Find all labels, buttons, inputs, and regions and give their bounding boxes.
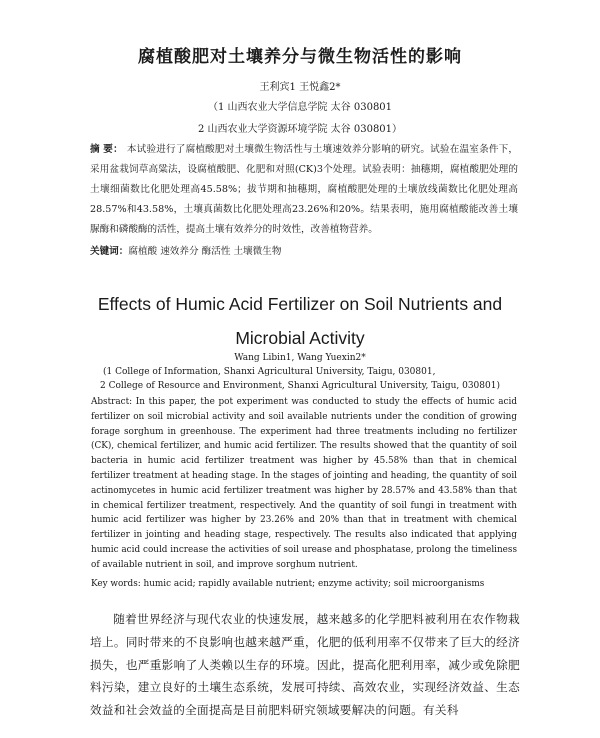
chinese-affiliation-1: （1 山西农业大学信息学院 太谷 030801: [207, 102, 393, 113]
english-affiliation-1: (1 College of Information, Shanxi Agricultural University, Taigu, 030801,: [103, 367, 436, 377]
body-paragraph: 随着世界经济与现代农业的快速发展，越来越多的化学肥料被利用在农作物栽培上。同时带来的不良影响也越来越严重，化肥的低利用率不仅带来了巨大的经济损失，也严重影响了人类赖以生存的环境。因此，提高化肥利用率，减少或免除肥料污染，建立良好的土壤生态系统，发展可持续、高效农业，实现经济效益、生态效益和社会效益的全面提高是目前肥料研究领域要解决的问题。有关科: [90, 612, 520, 718]
english-authors: Wang Libin1, Wang Yuexin2*: [234, 353, 366, 363]
english-affiliation-2: 2 College of Resource and Environment, Shanxi Agricultural University, Taigu, 030801): [100, 381, 500, 391]
chinese-keywords-label: 关键词：: [90, 246, 129, 257]
chinese-keywords-text: 腐植酸 速效养分 酶活性 土壤微生物: [128, 246, 282, 257]
chinese-abstract: [90, 140, 518, 240]
english-abstract: Abstract: In this paper, the pot experiment was conducted to study the effects of humic acid fertilizer on soil microbial activity and soil available nutrients under the condition of growing forage sorghum in greenhouse. The experiment had three treatments including no fertilizer (CK), chemical fertilizer, and humic acid fertilizer. The results showed that the quantity of soil bacteria in humic acid fertilizer treatment was higher by 45.58% than that in chemical fertilizer treatment at heading stage. In the stages of jointing and heading, the quantity of soil actinomycetes in humic acid fertilizer treatment was higher by 28.57% and 43.58% than that in chemical fertilizer treatment, respectively. And the quantity of soil fungi in treatment with humic acid fertilizer was higher by 23.26% and 20% than that in treatment with chemical fertilizer in jointing and heading stage, respectively. The results also indicated that applying humic acid could increase the activities of soil urease and phosphatase, prolong the timeliness of available nutrient in soil, and improve sorghum nutrient.: [91, 397, 517, 570]
chinese-affiliation-2: 2 山西农业大学资源环境学院 太谷 030801）: [197, 124, 403, 135]
english-keywords: Key words: humic acid; rapidly available nutrient; enzyme activity; soil microorganisms: [91, 579, 485, 589]
chinese-abstract-text: 本试验进行了腐植酸肥对土壤微生物活性与土壤速效养分影响的研究。试验在温室条件下，采用盆栽饲草高粱法，设腐植酸肥、化肥和对照(CK)3个处理。试验表明：抽穗期，腐植酸肥处理的土壤细菌数比化肥处理高45.58%；拔节期和抽穗期，腐植酸肥处理的土壤放线菌数比化肥处理高28.57%和43.58%，土壤真菌数比化肥处理高23.26%和20%。结果表明，施用腐植酸能改善土壤脲酶和磷酸酶的活性，提高土壤有效养分的时效性，改善植物营养。: [90, 144, 519, 235]
english-title-line-2: Microbial Activity: [235, 328, 365, 348]
chinese-abstract-label: 摘 要：: [90, 144, 123, 155]
chinese-authors: 王利宾1 王悦鑫2*: [259, 82, 341, 93]
chinese-keywords: [90, 243, 518, 257]
chinese-title: 腐植酸肥对土壤养分与微生物活性的影响: [138, 47, 462, 67]
english-title-line-1: Effects of Humic Acid Fertilizer on Soil Nutrients and: [97, 294, 503, 314]
english-title: [0, 287, 600, 355]
